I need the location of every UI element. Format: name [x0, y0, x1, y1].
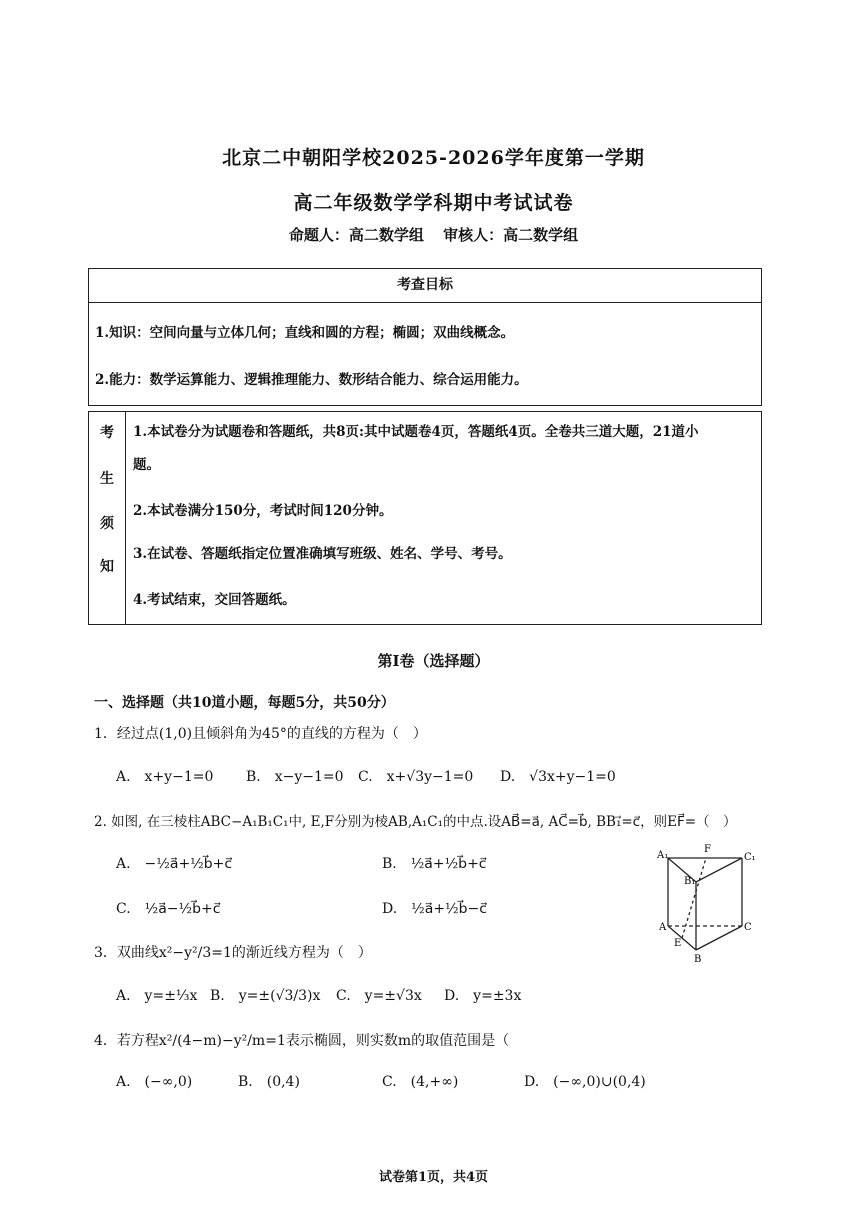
prism-edge-bc	[696, 926, 742, 950]
question-4-stem: 4．若方程x²/(4−m)−y²/m=1表示椭圆，则实数m的取值范围是（	[94, 1033, 510, 1049]
label-a1: A₁	[657, 850, 669, 861]
notice-item: 1.本试卷分为试题卷和答题纸，共8页:其中试题卷4页，答题纸4页。全卷共三道大题，21道小	[133, 424, 699, 440]
notice-side-char: 须	[100, 516, 114, 532]
notice-side-char: 考	[100, 425, 114, 441]
page-footer: 试卷第1页，共4页	[378, 1170, 489, 1185]
notice-box	[88, 411, 762, 625]
question-1-option-a: A. x+y−1=0	[116, 769, 214, 785]
question-1-option-d: D. √3x+y−1=0	[500, 769, 616, 785]
segment-ef	[682, 858, 706, 938]
title-line-1: 北京二中朝阳学校2025-2026学年度第一学期	[222, 147, 645, 169]
objective-ability: 2.能力：数学运算能力、逻辑推理能力、数形结合能力、综合运用能力。	[95, 372, 528, 388]
label-b1: B₁	[684, 876, 696, 887]
notice-side-char: 知	[100, 559, 114, 575]
question-4-option-c: C. (4,+∞)	[382, 1074, 459, 1090]
label-c: C	[744, 922, 752, 933]
objectives-heading: 考查目标	[89, 269, 761, 303]
notice-item: 2.本试卷满分150分，考试时间120分钟。	[133, 503, 393, 519]
question-2-option-d: D. ½a⃗+½b⃗−c⃗	[382, 901, 487, 917]
question-3-option-a: A. y=±⅓x	[116, 988, 198, 1004]
label-f: F	[704, 844, 711, 855]
label-e: E	[674, 938, 682, 949]
objective-knowledge: 1.知识：空间向量与立体几何；直线和圆的方程；椭圆；双曲线概念。	[95, 325, 515, 341]
label-a: A	[659, 922, 667, 933]
label-c1: C₁	[744, 852, 756, 863]
question-2-stem: 2. 如图, 在三棱柱ABC−A₁B₁C₁中, E,F分别为棱AB,A₁C₁的中点.设AB⃗=a⃗, AC⃗=b⃗, BB₁⃗=c⃗，则EF⃗=（ ）	[94, 814, 737, 830]
question-3-option-c: C. y=±√3x	[336, 988, 422, 1004]
question-2-option-b: B. ½a⃗+½b⃗+c⃗	[382, 856, 487, 872]
section-title: 一、选择题（共10道小题，每题5分，共50分）	[94, 695, 395, 711]
notice-item: 3.在试卷、答题纸指定位置准确填写班级、姓名、学号、考号。	[133, 546, 512, 562]
question-1-option-b: B. x−y−1=0	[246, 769, 344, 785]
part-title: 第Ⅰ卷（选择题）	[377, 652, 490, 670]
question-4-option-b: B. (0,4)	[238, 1074, 300, 1090]
notice-item: 题。	[133, 457, 160, 473]
notice-side-char: 生	[100, 471, 114, 487]
question-4-option-a: A. (−∞,0)	[116, 1074, 193, 1090]
prism-figure	[640, 838, 780, 968]
question-4-option-d: D. (−∞,0)∪(0,4)	[524, 1074, 646, 1090]
question-2-option-a: A. −½a⃗+½b⃗+c⃗	[116, 856, 233, 872]
objectives-box	[88, 268, 762, 406]
title-line-2: 高二年级数学学科期中考试试卷	[293, 192, 574, 214]
question-1-option-c: C. x+√3y−1=0	[358, 769, 474, 785]
label-b: B	[694, 954, 702, 965]
question-3-option-b: B. y=±(√3/3)x	[210, 988, 321, 1004]
question-3-stem: 3．双曲线x²−y²/3=1的渐近线方程为（ ）	[94, 945, 372, 961]
authors-line: 命题人：高二数学组 审核人：高二数学组	[288, 226, 579, 244]
question-2-option-c: C. ½a⃗−½b⃗+c⃗	[116, 901, 221, 917]
question-3-option-d: D. y=±3x	[444, 988, 522, 1004]
notice-side-label	[89, 412, 126, 624]
question-1-stem: 1．经过点(1,0)且倾斜角为45°的直线的方程为（ ）	[94, 726, 427, 742]
notice-item: 4.考试结束，交回答题纸。	[133, 592, 296, 608]
